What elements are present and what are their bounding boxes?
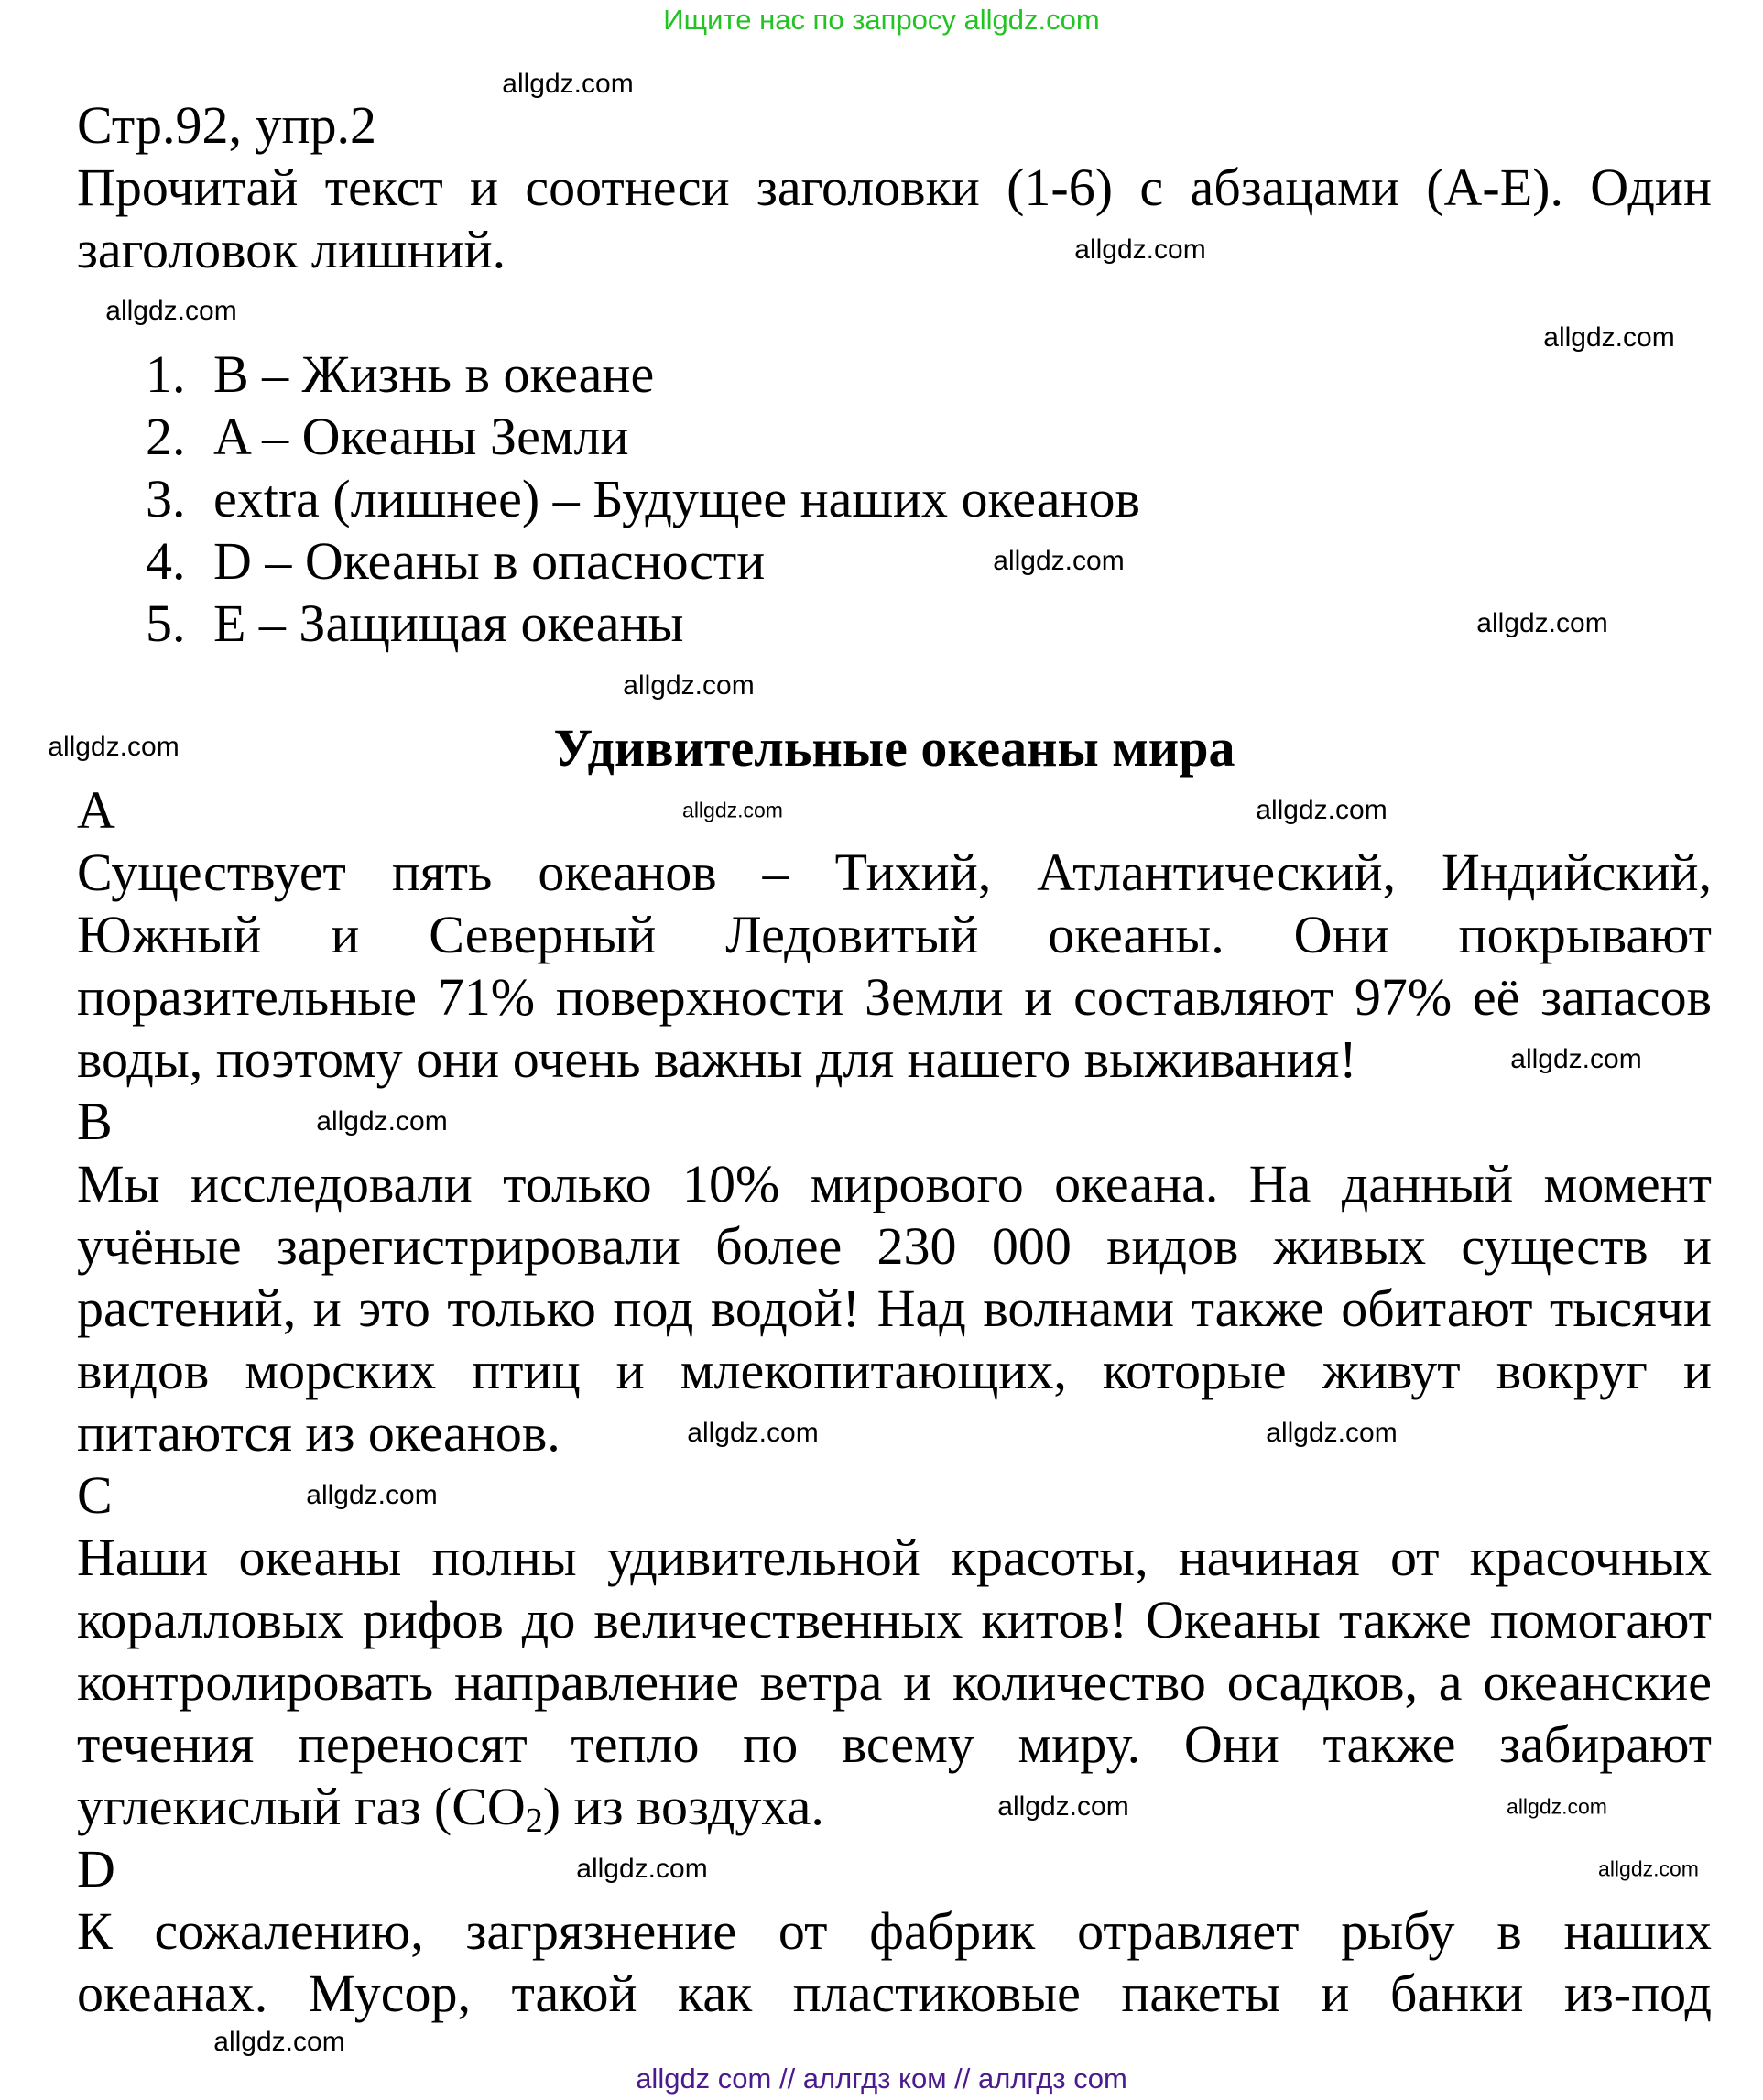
paragraph-line (77, 1900, 1712, 1963)
watermark: allgdz.com (502, 69, 634, 99)
line-text: растений, и это только под водой! Над волнами также обитают тысячи (77, 1278, 1712, 1338)
line-text: течения переносят тепло по всему миру. Они также забирают (77, 1714, 1712, 1774)
answer-number: 4. (146, 531, 186, 591)
answer-number: 3. (146, 469, 186, 528)
section-label-d: D (77, 1839, 115, 1899)
paragraph-line: питаются из океанов. (77, 1403, 560, 1463)
watermark: allgdz.com (306, 1480, 438, 1510)
watermark: allgdz.com (682, 798, 783, 822)
answer-number: 1. (146, 344, 186, 404)
line-text: океанах. Мусор, такой как пластиковые пакеты и банки из-под (77, 1964, 1712, 2023)
instruction-line (77, 157, 1712, 219)
line-text: коралловых рифов до величественных китов! Океаны также помогают (77, 1590, 1712, 1649)
answer-item (77, 343, 1712, 406)
watermark: allgdz.com (993, 546, 1125, 576)
watermark: allgdz.com (105, 296, 237, 326)
answer-number: 5. (146, 593, 186, 653)
watermark: allgdz.com (997, 1791, 1129, 1822)
paragraph-line (77, 1278, 1712, 1340)
answer-item (77, 406, 1712, 468)
line-text: Существует пять океанов – Тихий, Атлантический, Индийский, (77, 843, 1712, 902)
section-label-b: B (77, 1092, 113, 1151)
line-text: контролировать направление ветра и количество осадков, а океанские (77, 1652, 1712, 1712)
section-label-c: C (77, 1465, 113, 1525)
paragraph-line (77, 1651, 1712, 1714)
line-text: Наши океаны полны удивительной красоты, начиная от красочных (77, 1528, 1712, 1587)
line-text: Прочитай текст и соотнеси заголовки (1-6) с абзацами (А-Е). Один (77, 158, 1712, 217)
watermark: allgdz.com (1074, 234, 1206, 265)
watermark: allgdz.com (1507, 1794, 1607, 1819)
line-text: учёные зарегистрировали более 230 000 видов живых существ и (77, 1216, 1712, 1276)
answer-item (77, 468, 1712, 530)
subscript: 2 (525, 1801, 543, 1840)
line-text: Южный и Северный Ледовитый океаны. Они покрывают (77, 905, 1712, 964)
watermark: allgdz.com (623, 670, 755, 701)
paragraph-line (77, 904, 1712, 966)
watermark: allgdz.com (316, 1106, 448, 1137)
watermark: allgdz.com (1256, 795, 1388, 825)
watermark: allgdz.com (48, 732, 180, 762)
answer-text: A – Океаны Земли (213, 407, 629, 466)
line-text: К сожалению, загрязнение от фабрик отравляет рыбу в наших (77, 1901, 1712, 1961)
watermark: allgdz.com (1598, 1856, 1699, 1881)
watermark: allgdz.com (1266, 1418, 1398, 1448)
paragraph-line (77, 1963, 1712, 2025)
document-body (77, 94, 1712, 2025)
watermark: allgdz.com (213, 2027, 345, 2057)
watermark: allgdz.com (687, 1418, 819, 1448)
paragraph-line (77, 1215, 1712, 1278)
answer-text: B – Жизнь в океане (213, 344, 655, 404)
answer-text: extra (лишнее) – Будущее наших океанов (213, 469, 1140, 528)
paragraph-line (77, 842, 1712, 904)
page-header: Стр.92, упр.2 (77, 95, 377, 155)
paragraph-line (77, 1776, 1712, 1838)
text-fragment: углекислый газ (CO (77, 1777, 526, 1836)
paragraph-line (77, 1527, 1712, 1589)
answer-item (77, 530, 1712, 593)
answer-text: E – Защищая океаны (213, 593, 684, 653)
watermark: allgdz.com (1543, 322, 1675, 353)
line-text: поразительные 71% поверхности Земли и составляют 97% её запасов (77, 967, 1712, 1027)
instruction-line: заголовок лишний. (77, 220, 506, 279)
line-text: Мы исследовали только 10% мирового океана. На данный момент (77, 1154, 1712, 1213)
paragraph-line (77, 1589, 1712, 1651)
text-fragment: ) из воздуха. (542, 1777, 824, 1836)
answer-text: D – Океаны в опасности (213, 531, 766, 591)
paragraph-line: воды, поэтому они очень важны для нашего выживания! (77, 1029, 1357, 1089)
line-text: видов морских птиц и млекопитающих, которые живут вокруг и (77, 1341, 1712, 1400)
section-label-a: A (77, 780, 115, 840)
paragraph-line (77, 1153, 1712, 1215)
paragraph-line (77, 1340, 1712, 1402)
answer-number: 2. (146, 407, 186, 466)
paragraph-line (77, 1714, 1712, 1776)
paragraph-line (77, 966, 1712, 1028)
text-title: Удивительные океаны мира (553, 718, 1235, 778)
bottom-banner: allgdz com // аллгдз ком // аллгдз com (636, 2062, 1127, 2095)
answer-item (77, 593, 1712, 655)
watermark: allgdz.com (1510, 1044, 1642, 1074)
top-banner: Ищите нас по запросу allgdz.com (663, 4, 1100, 36)
watermark: allgdz.com (576, 1854, 708, 1884)
watermark: allgdz.com (1476, 608, 1608, 638)
